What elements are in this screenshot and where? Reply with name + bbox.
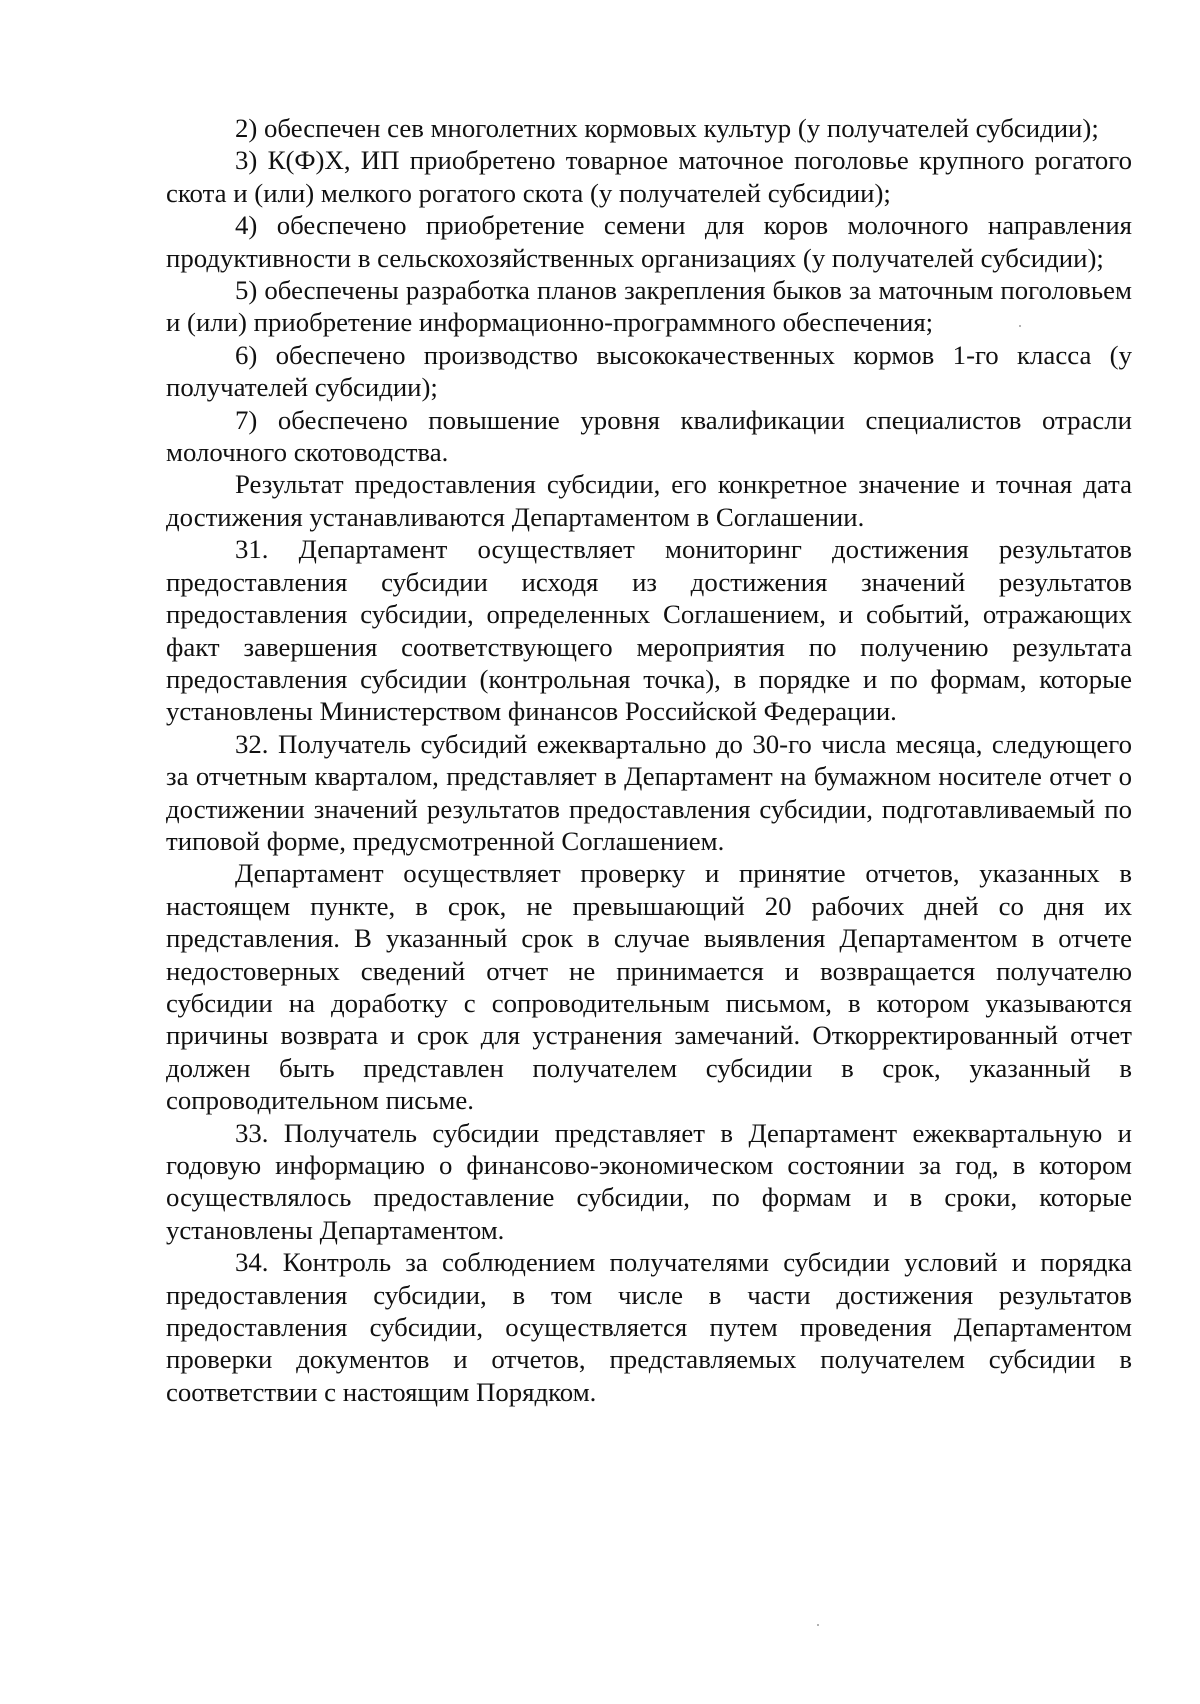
paragraph-clause-31: 31. Департамент осуществляет мониторинг достижения результатов предоставления субсидии исходя из достижения значений результатов предоставления субсидии, определенных Соглашением, и событий, отражающих факт завершения соответствующего мероприятия по получению результата предоставления субсидии (контрольная точка), в порядке и по формам, которые установлены Министерством финансов Российской Федерации. [166, 534, 1132, 727]
document-body [166, 112, 1132, 1408]
paragraph-item-6: 6) обеспечено производство высококачественных кормов 1-го класса (у получателей субсидии); [166, 339, 1132, 403]
paragraph-clause-32: 32. Получатель субсидий ежеквартально до 30-го числа месяца, следующего за отчетным кварталом, представляет в Департамент на бумажном носителе отчет о достижении значений результатов предоставления субсидии, подготавливаемый по типовой форме, предусмотренной Соглашением. [166, 728, 1132, 856]
paragraph-result: Результат предоставления субсидии, его конкретное значение и точная дата достижения устанавливаются Департаментом в Соглашении. [166, 469, 1132, 532]
scan-speck [1019, 325, 1021, 327]
paragraph-clause-33: 33. Получатель субсидии представляет в Департамент ежеквартальную и годовую информацию о финансово-экономическом состоянии за год, в котором осуществлялось предоставление субсидии, по формам и в сроки, которые установлены Департаментом. [166, 1117, 1132, 1245]
paragraph-item-7: 7) обеспечено повышение уровня квалификации специалистов отрасли молочного скотоводства. [166, 404, 1132, 468]
scan-speck [817, 1624, 819, 1626]
paragraph-item-2: 2) обеспечен сев многолетних кормовых культур (у получателей субсидии); [235, 113, 1099, 143]
paragraph-clause-34: 34. Контроль за соблюдением получателями субсидии условий и порядка предоставления субсидии, в том числе в части достижения результатов предоставления субсидии, осуществляется путем проведения Департаментом проверки документов и отчетов, представляемых получателем субсидии в соответствии с настоящим Порядком. [166, 1247, 1132, 1407]
paragraph-item-3: 3) К(Ф)Х, ИП приобретено товарное маточное поголовье крупного рогатого скота и (или) мелкого рогатого скота (у получателей субсидии); [166, 145, 1132, 208]
paragraph-item-4: 4) обеспечено приобретение семени для коров молочного направления продуктивности в сельскохозяйственных организациях (у получателей субсидии); [166, 210, 1132, 273]
paragraph-item-5: 5) обеспечены разработка планов закрепления быков за маточным поголовьем и (или) приобретение информационно-программного обеспечения; [166, 275, 1132, 338]
paragraph-report-check: Департамент осуществляет проверку и принятие отчетов, указанных в настоящем пункте, в срок, не превышающий 20 рабочих дней со дня их представления. В указанный срок в случае выявления Департаментом в отчете недостоверных сведений отчет не принимается и возвращается получателю субсидии на доработку с сопроводительным письмом, в котором указываются причины возврата и срок для устранения замечаний. Откорректированный отчет должен быть представлен получателем субсидии в срок, указанный в сопроводительном письме. [166, 858, 1132, 1116]
